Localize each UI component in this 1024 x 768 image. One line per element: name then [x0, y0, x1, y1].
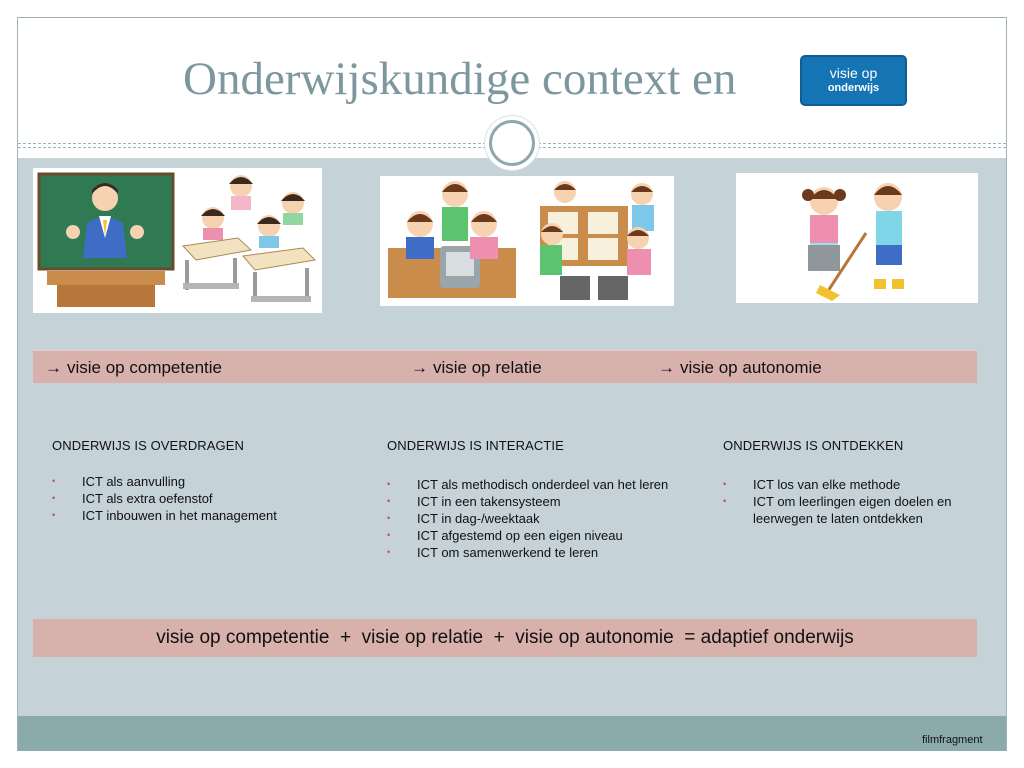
list-item: • ICT als extra oefenstof [52, 491, 213, 506]
summary-bar: visie op competentie + visie op relatie + visie op autonomie = adaptief onderwijs [33, 619, 977, 657]
column-heading: ONDERWIJS IS ONTDEKKEN [723, 438, 904, 453]
vision-autonomie: → visie op autonomie [658, 358, 822, 377]
list-item: • ICT los van elke methode [723, 477, 901, 492]
column-heading: ONDERWIJS IS INTERACTIE [387, 438, 564, 453]
vision-competentie: → visie op competentie [45, 358, 222, 377]
list-item: • ICT in een takensysteem [387, 494, 561, 509]
slide [17, 17, 1007, 751]
filmfragment-link[interactable]: filmfragment [922, 734, 983, 746]
column-ontdekken [723, 438, 988, 527]
column-heading: ONDERWIJS IS OVERDRAGEN [52, 438, 245, 453]
teacher-classroom-illustration [33, 168, 322, 313]
list-item: • ICT als aanvulling [52, 474, 186, 489]
slide-title: Onderwijskundige context en [183, 53, 737, 105]
column-interactie [387, 438, 707, 561]
bullet-list [723, 476, 988, 527]
list-item: • ICT afgestemd op een eigen niveau [387, 528, 623, 543]
vision-relatie: → visie op relatie [411, 358, 542, 377]
list-item: • ICT om leerlingen eigen doelen en leerwegen te laten ontdekken [723, 494, 952, 526]
visie-op-onderwijs-button[interactable] [800, 55, 907, 106]
bullet-list [387, 476, 707, 561]
bullet-list [52, 473, 372, 524]
button-label-line2: onderwijs [827, 82, 880, 94]
children-interaction-illustration [380, 176, 674, 306]
list-item: • ICT in dag-/weektaak [387, 511, 540, 526]
vision-bar [33, 350, 977, 383]
list-item: • ICT als methodisch onderdeel van het leren [387, 477, 669, 492]
column-overdragen [52, 438, 372, 524]
footer-band [18, 716, 1006, 751]
children-discovery-illustration [736, 173, 978, 303]
button-label-line1: visie op [829, 65, 878, 81]
list-item: • ICT inbouwen in het management [52, 508, 277, 523]
list-item: • ICT om samenwerkend te leren [387, 545, 599, 560]
ring-ornament-icon [484, 115, 540, 171]
